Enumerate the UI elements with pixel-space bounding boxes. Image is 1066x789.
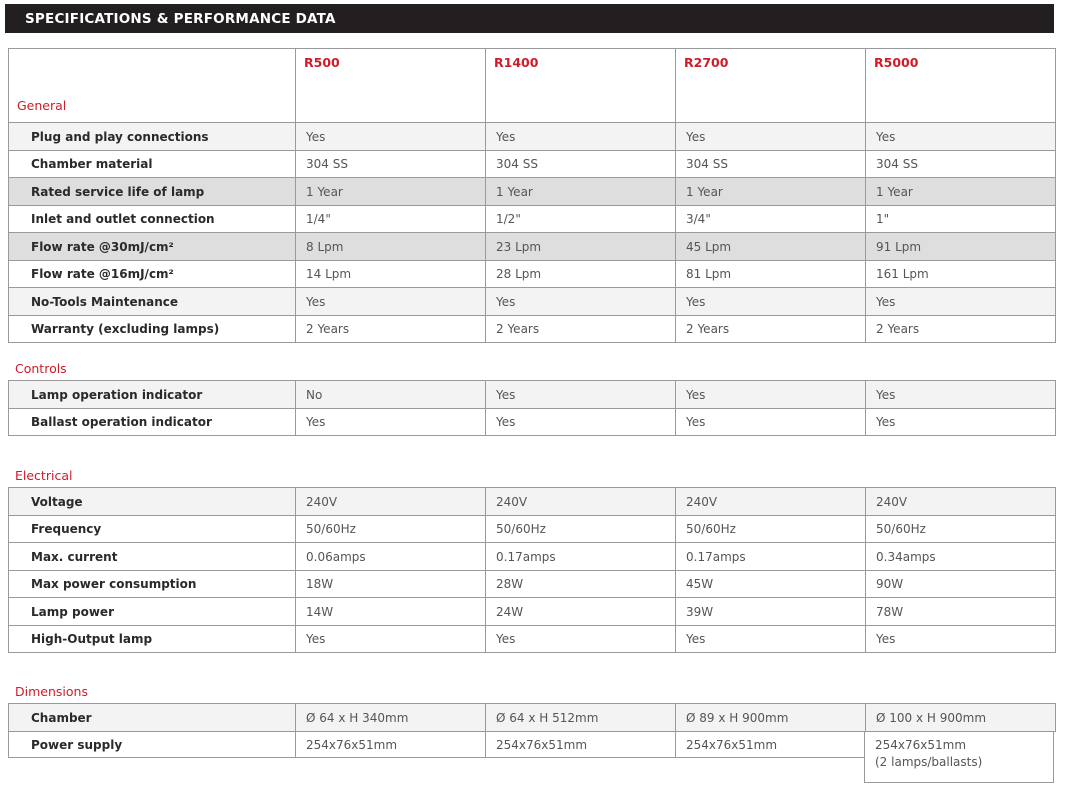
spec-banner <box>5 4 1054 33</box>
cell-value: Yes <box>486 381 676 409</box>
section-title-electrical: Electrical <box>15 468 73 483</box>
cell-value: 14W <box>296 598 486 626</box>
cell-value: Ø 100 x H 900mm <box>866 704 1056 732</box>
row-label: Max power consumption <box>9 571 296 598</box>
power-supply-r5000-cell <box>864 731 1054 783</box>
model-header-r1400: R1400 <box>486 49 676 123</box>
electrical-table <box>8 487 1056 653</box>
cell-value: 254x76x51mm <box>676 732 866 758</box>
table-row <box>9 178 1056 206</box>
row-label: Max. current <box>9 543 296 571</box>
table-row <box>9 626 1056 653</box>
cell-value: 0.34amps <box>866 543 1056 571</box>
row-label: Lamp operation indicator <box>9 381 296 409</box>
cell-value: 45W <box>676 571 866 598</box>
row-label: Plug and play connections <box>9 123 296 151</box>
page-title: SPECIFICATIONS & PERFORMANCE DATA <box>25 11 336 27</box>
cell-value: 50/60Hz <box>676 516 866 543</box>
cell-value: Yes <box>296 123 486 151</box>
cell-value: 50/60Hz <box>296 516 486 543</box>
cell-value: 240V <box>296 488 486 516</box>
cell-value: 3/4" <box>676 206 866 233</box>
cell-value: 28W <box>486 571 676 598</box>
model-header-r5000: R5000 <box>866 49 1056 123</box>
row-label: Chamber <box>9 704 296 732</box>
table-row <box>9 151 1056 178</box>
cell-value: 2 Years <box>676 316 866 343</box>
cell-value: 14 Lpm <box>296 261 486 288</box>
cell-value: 45 Lpm <box>676 233 866 261</box>
cell-value: 0.06amps <box>296 543 486 571</box>
cell-value: Ø 89 x H 900mm <box>676 704 866 732</box>
model-header-row <box>9 49 1056 123</box>
cell-value: Yes <box>866 288 1056 316</box>
cell-value: 1 Year <box>676 178 866 206</box>
general-table <box>8 48 1056 343</box>
cell-value: No <box>296 381 486 409</box>
table-row <box>9 261 1056 288</box>
table-row <box>9 206 1056 233</box>
cell-value: 304 SS <box>296 151 486 178</box>
cell-value: 0.17amps <box>486 543 676 571</box>
cell-value: 1 Year <box>486 178 676 206</box>
table-row <box>9 598 1056 626</box>
cell-note: (2 lamps/ballasts) <box>875 755 983 769</box>
cell-value: 78W <box>866 598 1056 626</box>
section-title-controls: Controls <box>15 361 67 376</box>
row-label: Inlet and outlet connection <box>9 206 296 233</box>
row-label: Lamp power <box>9 598 296 626</box>
cell-value: Ø 64 x H 340mm <box>296 704 486 732</box>
row-label: Chamber material <box>9 151 296 178</box>
cell-value: 304 SS <box>676 151 866 178</box>
cell-value: Yes <box>676 409 866 436</box>
cell-value: 18W <box>296 571 486 598</box>
cell-value: 240V <box>486 488 676 516</box>
cell-value: 1 Year <box>866 178 1056 206</box>
row-label: Flow rate @16mJ/cm² <box>9 261 296 288</box>
row-label: High-Output lamp <box>9 626 296 653</box>
cell-value: Yes <box>486 123 676 151</box>
cell-value: Yes <box>296 409 486 436</box>
cell-value: 1/4" <box>296 206 486 233</box>
table-row <box>9 233 1056 261</box>
cell-value: 2 Years <box>866 316 1056 343</box>
cell-value: Yes <box>866 626 1056 653</box>
cell-value: 50/60Hz <box>486 516 676 543</box>
cell-value: Yes <box>676 626 866 653</box>
row-label: Ballast operation indicator <box>9 409 296 436</box>
cell-value: Yes <box>486 409 676 436</box>
cell-value: 23 Lpm <box>486 233 676 261</box>
row-label: No-Tools Maintenance <box>9 288 296 316</box>
cell-value: 39W <box>676 598 866 626</box>
model-header-r500: R500 <box>296 49 486 123</box>
cell-value: 2 Years <box>296 316 486 343</box>
table-row <box>9 123 1056 151</box>
cell-value: Yes <box>866 123 1056 151</box>
table-row <box>9 316 1056 343</box>
table-row <box>9 543 1056 571</box>
table-row <box>9 571 1056 598</box>
table-row <box>9 381 1056 409</box>
controls-table <box>8 380 1056 436</box>
row-label: Power supply <box>9 732 296 758</box>
cell-value: 304 SS <box>866 151 1056 178</box>
cell-value: 1/2" <box>486 206 676 233</box>
row-label: Flow rate @30mJ/cm² <box>9 233 296 261</box>
cell-value: Yes <box>296 626 486 653</box>
cell-value: 50/60Hz <box>866 516 1056 543</box>
cell-value: Yes <box>486 288 676 316</box>
cell-value: Yes <box>296 288 486 316</box>
row-label: Rated service life of lamp <box>9 178 296 206</box>
row-label: Warranty (excluding lamps) <box>9 316 296 343</box>
cell-value: 1 Year <box>296 178 486 206</box>
table-row <box>9 488 1056 516</box>
row-label: Voltage <box>9 488 296 516</box>
cell-value: 240V <box>866 488 1056 516</box>
row-label: Frequency <box>9 516 296 543</box>
table-row <box>9 516 1056 543</box>
cell-value: Yes <box>676 123 866 151</box>
cell-value: Yes <box>866 381 1056 409</box>
table-row <box>9 288 1056 316</box>
model-header-r2700: R2700 <box>676 49 866 123</box>
cell-value: 240V <box>676 488 866 516</box>
cell-value: 81 Lpm <box>676 261 866 288</box>
cell-value: 24W <box>486 598 676 626</box>
cell-value: 8 Lpm <box>296 233 486 261</box>
cell-value: 1" <box>866 206 1056 233</box>
cell-value: 2 Years <box>486 316 676 343</box>
cell-value: 90W <box>866 571 1056 598</box>
cell-value: Ø 64 x H 512mm <box>486 704 676 732</box>
table-row <box>9 704 1056 732</box>
cell-value: 254x76x51mm <box>875 738 967 752</box>
cell-value: Yes <box>676 288 866 316</box>
cell-value: 0.17amps <box>676 543 866 571</box>
cell-value: 254x76x51mm <box>296 732 486 758</box>
cell-value: Yes <box>676 381 866 409</box>
section-title-general: General <box>9 49 296 123</box>
table-row <box>9 409 1056 436</box>
section-title-dimensions: Dimensions <box>15 684 88 699</box>
cell-value: 161 Lpm <box>866 261 1056 288</box>
cell-value: 28 Lpm <box>486 261 676 288</box>
cell-value: Yes <box>866 409 1056 436</box>
cell-value: 254x76x51mm <box>486 732 676 758</box>
cell-value: 304 SS <box>486 151 676 178</box>
cell-value: Yes <box>486 626 676 653</box>
cell-value: 91 Lpm <box>866 233 1056 261</box>
